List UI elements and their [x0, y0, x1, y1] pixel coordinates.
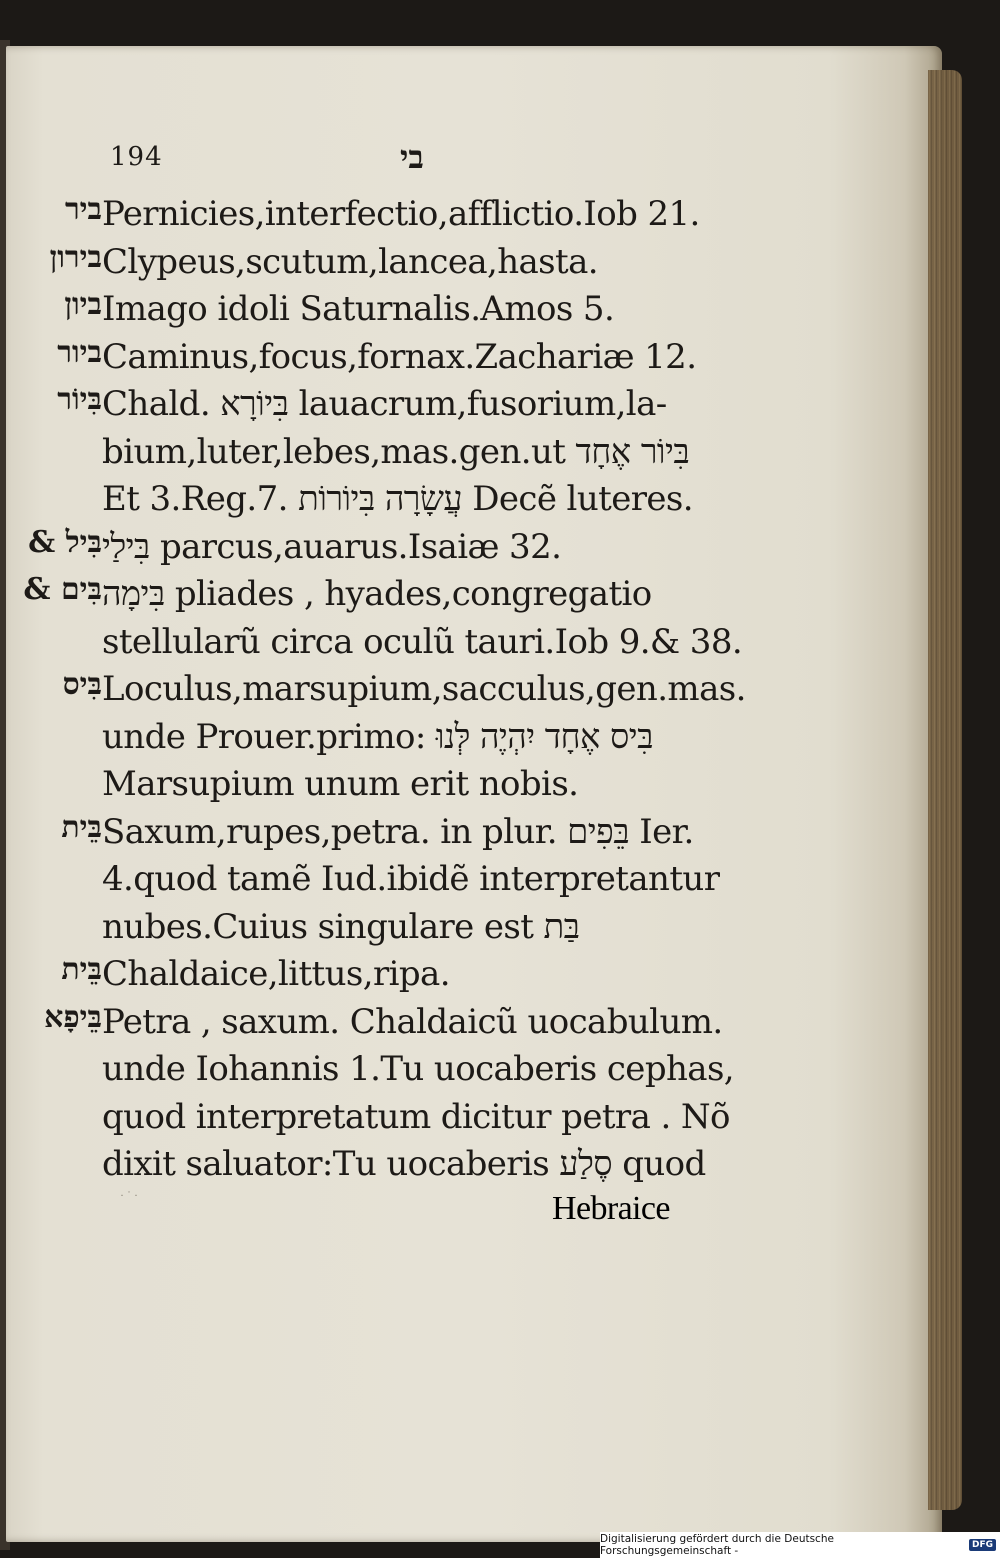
entry-line: [0, 477, 720, 521]
entry-lemma: בִּים &: [23, 572, 102, 607]
entry-lemma: בירון: [49, 239, 102, 275]
entry-line: [0, 335, 720, 379]
entry-line: [0, 287, 720, 331]
entry-line: [0, 810, 720, 854]
entry-line: [0, 667, 746, 711]
entry-line: [0, 382, 720, 426]
entry-gloss: Chaldaice,littus,ripa.: [102, 954, 450, 994]
entry-lemma: בִּיל &: [28, 524, 102, 560]
entry-gloss: בִּימָה pliades , hyades,congregatio: [102, 574, 652, 614]
page-edges: [928, 70, 962, 1510]
entry-line: [0, 952, 720, 996]
running-head: בי: [400, 138, 424, 176]
entry-line: [0, 1095, 730, 1139]
entry-gloss: Caminus,focus,fornax.Zachariæ 12.: [102, 336, 697, 377]
entry-line: [0, 1047, 735, 1091]
entry-line: [0, 715, 720, 759]
catchword: Hebraice: [552, 1189, 670, 1227]
entry-gloss: Clypeus,scutum,lancea,hasta.: [102, 241, 598, 282]
entry-lemma: בֵּית: [61, 809, 102, 845]
dfg-logo: DFG: [969, 1539, 996, 1551]
entry-gloss: Pernicies,interfectio,afflictio.Iob 21.: [102, 194, 700, 234]
entry-gloss: Loculus,marsupium,sacculus,gen.mas.: [102, 669, 746, 709]
entry-continuation: 4.quod tamẽ Iud.ibidẽ interpretantur: [102, 859, 720, 899]
entry-line: [0, 999, 723, 1044]
entry-lemma: ביר: [64, 192, 102, 227]
entry-gloss: Petra , saxum. Chaldaicũ uocabulum.: [102, 1001, 723, 1042]
entry-gloss: בִּילַי parcus,auarus.Isaiæ 32.: [102, 526, 562, 567]
entry-continuation: unde Prouer.primo: בִּיס אֶחָד יִהְיֶה לְּנוּ: [102, 716, 653, 757]
entry-gloss: Saxum,rupes,petra. in plur. בֵּפִים Ier.: [102, 811, 694, 852]
entry-continuation: bium,luter,lebes,mas.gen.ut בִּיוֹר אֶחָד: [102, 431, 690, 472]
entry-line: [0, 430, 720, 474]
entry-continuation: unde Iohannis 1.Tu uocaberis cephas,: [102, 1049, 735, 1089]
entry-line: [0, 620, 743, 664]
entry-continuation: dixit saluator:Tu uocaberis סֶלַע quod: [102, 1144, 706, 1184]
folio-number: 194: [110, 142, 163, 172]
entry-continuation: quod interpretatum dicitur petra . Nõ: [102, 1096, 730, 1137]
entry-gloss: Chald. בִּיוֹרָא lauacrum,fusorium,la-: [102, 384, 667, 424]
entry-line: [0, 240, 720, 284]
entry-continuation: nubes.Cuius singulare est בַּת: [102, 906, 580, 947]
entry-lemma: ביור: [57, 334, 102, 370]
entry-lemma: בִּיוֹר: [57, 382, 102, 417]
entry-line: [0, 1142, 720, 1186]
entry-lemma: ביון: [64, 287, 102, 322]
entry-line: [0, 525, 720, 569]
entry-lemma: בֵּיפָא: [44, 999, 102, 1035]
funding-footer: [600, 1532, 1000, 1558]
entry-continuation: stellularũ circa oculũ tauri.Iob 9.& 38.: [102, 621, 743, 662]
entry-line: [0, 905, 720, 949]
entry-continuation: Et 3.Reg.7. עֲשָׂרָה בִּיוֹרוֹת Decẽ luteres.: [102, 479, 693, 519]
entry-lemma: בֵּית: [61, 952, 102, 987]
page-header: [110, 138, 470, 182]
paper-specks: · ˙ ·: [120, 1188, 138, 1202]
footer-text: Digitalisierung gefördert durch die Deutsche Forschungsgemeinschaft -: [600, 1533, 834, 1557]
entry-continuation: Marsupium unum erit nobis.: [102, 764, 579, 804]
entry-line: [0, 572, 720, 616]
entry-line: [0, 192, 720, 236]
entry-lemma: בִּיס: [62, 667, 102, 702]
entry-line: [0, 762, 720, 806]
entry-gloss: Imago idoli Saturnalis.Amos 5.: [102, 289, 615, 329]
entry-line: [0, 857, 720, 901]
